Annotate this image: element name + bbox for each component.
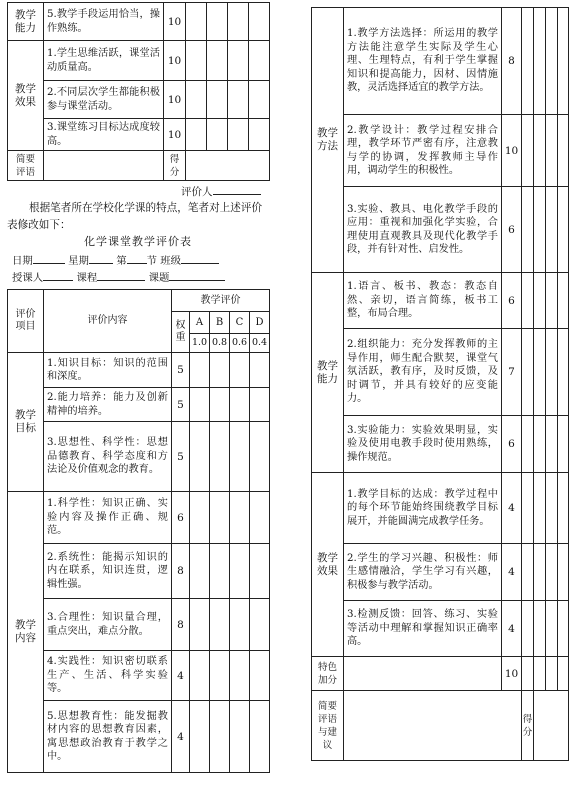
grade-cell[interactable] (210, 701, 230, 773)
grade-cell[interactable] (190, 599, 210, 651)
grade-cell[interactable] (250, 492, 270, 544)
grade-cell[interactable] (534, 473, 546, 544)
weight-cell: 10 (164, 119, 186, 151)
weekday-label: 星期 (68, 255, 89, 267)
form-title: 化学课堂教学评价表 (84, 235, 192, 248)
grade-cell[interactable] (558, 416, 569, 473)
grade-cell[interactable] (546, 657, 558, 691)
header-row (8, 290, 270, 312)
grade-cell[interactable] (228, 119, 249, 151)
grade-cell[interactable] (230, 388, 250, 422)
grade-cell[interactable] (558, 115, 569, 187)
criterion-cell: 3.实验、教具、电化教学手段的应用：重视和加强化学实验，合理使用直观教具及现代化教学手段，并有针对性、启发性。 (344, 187, 502, 273)
criterion-cell: 1.科学性：知识正确、实验内容及操作正确、规范。 (44, 492, 172, 544)
weight-cell: 10 (164, 81, 186, 119)
weight-cell: 6 (502, 273, 522, 329)
grade-cell[interactable] (249, 3, 270, 41)
grade-cell[interactable] (230, 651, 250, 701)
grade-cell[interactable] (249, 119, 270, 151)
grade-cell[interactable] (546, 115, 558, 187)
grade-cell[interactable] (546, 8, 558, 115)
category-cell: 教学 效果 (312, 473, 344, 657)
grade-cell[interactable] (186, 119, 207, 151)
table-row (312, 544, 569, 601)
grade-cell[interactable] (207, 81, 228, 119)
grade-cell[interactable] (558, 473, 569, 544)
course-label: 课程 (76, 272, 98, 284)
table-row (8, 544, 270, 599)
grade-cell[interactable] (190, 492, 210, 544)
grade-cell[interactable] (546, 601, 558, 657)
grade-cell[interactable] (522, 544, 534, 601)
weight-cell: 4 (172, 701, 190, 773)
category-cell: 教学 能力 (8, 3, 44, 41)
score-label: 得 分 (164, 151, 186, 181)
weight-cell: 5 (172, 388, 190, 422)
grade-cell[interactable] (250, 701, 270, 773)
criterion-cell: 1.教学方法选择：所运用的教学方法能注意学生实际及学生心理、生理特点，有利于学生掌握知识和提高能力，因材、因情施教，灵活选择适宜的教学方法。 (344, 8, 502, 115)
course-blank[interactable] (97, 270, 145, 281)
criterion-cell: 3.思想性、科学性：思想品德教育、科学态度和方法论及价值观念的教育。 (44, 422, 172, 492)
criterion-cell: 5.教学手段运用恰当，操作熟练。 (44, 3, 164, 41)
criterion-cell: 3.课堂练习目标达成度较高。 (44, 119, 164, 151)
grade-cell[interactable] (210, 422, 230, 492)
grade-cell[interactable] (558, 187, 569, 273)
grade-cell[interactable] (190, 422, 210, 492)
weight-cell: 5 (172, 422, 190, 492)
grade-cell[interactable] (230, 599, 250, 651)
topic-label: 课题 (148, 272, 170, 284)
grade-a-label: A (190, 312, 210, 334)
category-cell: 教学 效果 (8, 41, 44, 151)
weight-cell: 10 (164, 41, 186, 81)
weight-cell: 6 (502, 187, 522, 273)
grade-cell[interactable] (249, 81, 270, 119)
header-category: 评价 项目 (8, 290, 44, 353)
grade-cell[interactable] (210, 599, 230, 651)
grade-cell[interactable] (522, 329, 534, 416)
grade-cell[interactable] (534, 187, 546, 273)
coef-c: 0.6 (230, 334, 250, 353)
grade-cell[interactable] (230, 492, 250, 544)
grade-cell[interactable] (534, 8, 546, 115)
summary-row (312, 691, 569, 761)
criterion-cell: 1.教学目标的达成：教学过程中的每个环节能始终围绕教学目标展开，并能圆满完成教学任务。 (344, 473, 502, 544)
criterion-cell: 3.合理性：知识量合理，重点突出，难点分散。 (44, 599, 172, 651)
summary-cell[interactable] (344, 691, 522, 761)
category-cell: 教学 方法 (312, 8, 344, 273)
grade-cell[interactable] (558, 329, 569, 416)
table-row (8, 81, 270, 119)
grade-cell[interactable] (250, 422, 270, 492)
grade-cell[interactable] (558, 601, 569, 657)
topic-blank[interactable] (169, 270, 225, 281)
grade-cell[interactable] (534, 273, 546, 329)
criterion-cell: 1.语言、板书、教态：教态自然、亲切，语言简练，板书工整，布局合理。 (344, 273, 502, 329)
grade-cell[interactable] (210, 544, 230, 599)
grade-cell[interactable] (522, 416, 534, 473)
grade-cell[interactable] (546, 473, 558, 544)
header-weight: 权 重 (172, 312, 190, 353)
grade-cell[interactable] (207, 41, 228, 81)
criterion-cell: 2.能力培养：能力及创新精神的培养。 (44, 388, 172, 422)
grade-cell[interactable] (522, 273, 534, 329)
criterion-cell: 2.学生的学习兴趣、积极性：师生感情融洽，学生学习有兴趣，积极参与教学活动。 (344, 544, 502, 601)
criterion-cell: 1.学生思维活跃，课堂活动质量高。 (44, 41, 164, 81)
teacher-label: 授课人 (12, 272, 44, 284)
weekday-blank[interactable] (89, 253, 113, 264)
evaluator-label: 评价人 (181, 186, 213, 198)
grade-cell[interactable] (186, 41, 207, 81)
grade-cell[interactable] (230, 422, 250, 492)
weight-cell: 10 (164, 3, 186, 41)
bonus-weight: 10 (502, 657, 522, 691)
table-row (312, 273, 569, 329)
weight-cell: 4 (502, 601, 522, 657)
grade-cell[interactable] (190, 544, 210, 599)
period-blank[interactable] (127, 253, 147, 264)
grade-cell[interactable] (546, 187, 558, 273)
grade-cell[interactable] (546, 544, 558, 601)
grade-cell[interactable] (534, 329, 546, 416)
grade-c-label: C (230, 312, 250, 334)
grade-cell[interactable] (558, 544, 569, 601)
grade-cell[interactable] (190, 651, 210, 701)
weight-cell: 4 (502, 544, 522, 601)
criterion-cell: 2.教学设计：教学过程安排合理，教学环节严密有序，注意教与学的协调，发挥教师主导作用，调动学生的积极性。 (344, 115, 502, 187)
criterion-cell: 3.实验能力：实验效果明显，实验及使用电教手段时使用熟练，操作规范。 (344, 416, 502, 473)
grade-cell[interactable] (228, 81, 249, 119)
grade-cell[interactable] (207, 3, 228, 41)
criterion-cell: 3.检测反馈：回答、练习、实验等活动中理解和掌握知识正确率高。 (344, 601, 502, 657)
grade-cell[interactable] (230, 701, 250, 773)
criterion-cell: 1.知识目标：知识的范围和深度。 (44, 353, 172, 388)
header-evaluation: 教学评价 (172, 290, 270, 312)
category-cell: 教学 能力 (312, 273, 344, 473)
criterion-cell: 2.不同层次学生都能积极参与课堂活动。 (44, 81, 164, 119)
table-row (312, 115, 569, 187)
grade-cell[interactable] (228, 3, 249, 41)
period-num-label: 第 (116, 255, 127, 267)
grade-cell[interactable] (186, 3, 207, 41)
criterion-cell: 5.思想教育性：能发掘教材内容的思想教育因素，寓思想政治教育于教学之中。 (44, 701, 172, 773)
criterion-cell: 4.实践性：知识密切联系生产、生活、科学实验等。 (44, 651, 172, 701)
criterion-cell: 2.组织能力：充分发挥教师的主导作用，师生配合默契，课堂气氛活跃，教有序，及时反馈，及时调节，并具有较好的应变能力。 (344, 329, 502, 416)
class-blank[interactable] (181, 253, 219, 264)
grade-cell[interactable] (522, 657, 534, 691)
teacher-blank[interactable] (43, 270, 73, 281)
bonus-cell[interactable] (344, 657, 502, 691)
grade-cell[interactable] (522, 115, 534, 187)
table-row (312, 601, 569, 657)
grade-cell[interactable] (207, 119, 228, 151)
table-row (8, 492, 270, 544)
score-cell[interactable] (186, 151, 270, 181)
period-label: 节 (146, 255, 157, 267)
grade-cell[interactable] (546, 329, 558, 416)
grade-cell[interactable] (210, 651, 230, 701)
criterion-cell: 2.系统性：能揭示知识的内在联系，知识连贯，逻辑性强。 (44, 544, 172, 599)
weight-cell: 6 (502, 416, 522, 473)
date-blank[interactable] (33, 253, 65, 264)
grade-cell[interactable] (534, 115, 546, 187)
grade-d-label: D (250, 312, 270, 334)
summary-label: 简要 评语 (8, 151, 44, 181)
grade-cell[interactable] (228, 41, 249, 81)
summary-label: 简要 评语 与建 议 (312, 691, 344, 761)
grade-cell[interactable] (534, 544, 546, 601)
grade-cell[interactable] (210, 492, 230, 544)
table-row (312, 473, 569, 544)
date-label: 日期 (12, 255, 33, 267)
grade-cell[interactable] (546, 416, 558, 473)
table-row (8, 41, 270, 81)
grade-cell[interactable] (534, 601, 546, 657)
coef-d: 0.4 (250, 334, 270, 353)
grade-cell[interactable] (210, 353, 230, 388)
coef-a: 1.0 (190, 334, 210, 353)
weight-cell: 8 (172, 599, 190, 651)
weight-cell: 4 (502, 473, 522, 544)
grade-cell[interactable] (522, 473, 534, 544)
category-cell: 教学 内容 (8, 492, 44, 773)
weight-cell: 6 (172, 492, 190, 544)
form-line-teacher (12, 269, 225, 284)
table-row (8, 388, 270, 422)
grade-cell[interactable] (250, 388, 270, 422)
weight-cell: 4 (172, 651, 190, 701)
table-row (312, 416, 569, 473)
grade-cell[interactable] (230, 544, 250, 599)
grade-cell[interactable] (558, 8, 569, 115)
grade-cell[interactable] (250, 544, 270, 599)
grade-cell[interactable] (186, 81, 207, 119)
top-evaluation-table (7, 2, 270, 181)
score-label: 得 分 (522, 691, 534, 761)
coef-b: 0.8 (210, 334, 230, 353)
grade-cell[interactable] (250, 353, 270, 388)
form-line-date (12, 252, 219, 267)
weight-cell: 7 (502, 329, 522, 416)
header-content: 评价内容 (44, 290, 172, 353)
table-row (312, 187, 569, 273)
grade-cell[interactable] (546, 273, 558, 329)
bonus-label: 特色 加分 (312, 657, 344, 691)
grade-cell[interactable] (534, 657, 546, 691)
table-row (312, 8, 569, 115)
intro-paragraph: 根据笔者所在学校化学课的特点，笔者对上述评价表修改如下： (7, 202, 263, 231)
class-label: 班级 (160, 255, 182, 267)
evaluator-line (181, 184, 261, 199)
table-row (8, 119, 270, 151)
table-row (8, 701, 270, 773)
grade-cell[interactable] (190, 388, 210, 422)
summary-row (8, 151, 270, 181)
grade-cell[interactable] (558, 657, 569, 691)
grade-cell[interactable] (210, 388, 230, 422)
grade-cell[interactable] (230, 353, 250, 388)
weight-cell: 5 (172, 353, 190, 388)
grade-cell[interactable] (190, 701, 210, 773)
table-row (8, 651, 270, 701)
grade-b-label: B (210, 312, 230, 334)
grade-cell[interactable] (558, 273, 569, 329)
grade-cell[interactable] (522, 601, 534, 657)
grade-cell[interactable] (534, 416, 546, 473)
summary-cell[interactable] (44, 151, 164, 181)
right-evaluation-table (311, 7, 569, 761)
weight-cell: 8 (502, 8, 522, 115)
score-cell[interactable] (534, 691, 569, 761)
grade-cell[interactable] (249, 41, 270, 81)
grade-cell[interactable] (250, 651, 270, 701)
grade-cell[interactable] (522, 8, 534, 115)
table-row (8, 599, 270, 651)
category-cell: 教学 目标 (8, 353, 44, 492)
weight-cell: 8 (172, 544, 190, 599)
grade-cell[interactable] (522, 187, 534, 273)
table-row (312, 329, 569, 416)
table-row (8, 353, 270, 388)
chemistry-evaluation-table (7, 289, 270, 773)
table-row (8, 422, 270, 492)
weight-cell: 10 (502, 115, 522, 187)
bonus-row (312, 657, 569, 691)
grade-cell[interactable] (250, 599, 270, 651)
evaluator-blank[interactable] (213, 184, 261, 195)
table-row (8, 3, 270, 41)
grade-cell[interactable] (190, 353, 210, 388)
